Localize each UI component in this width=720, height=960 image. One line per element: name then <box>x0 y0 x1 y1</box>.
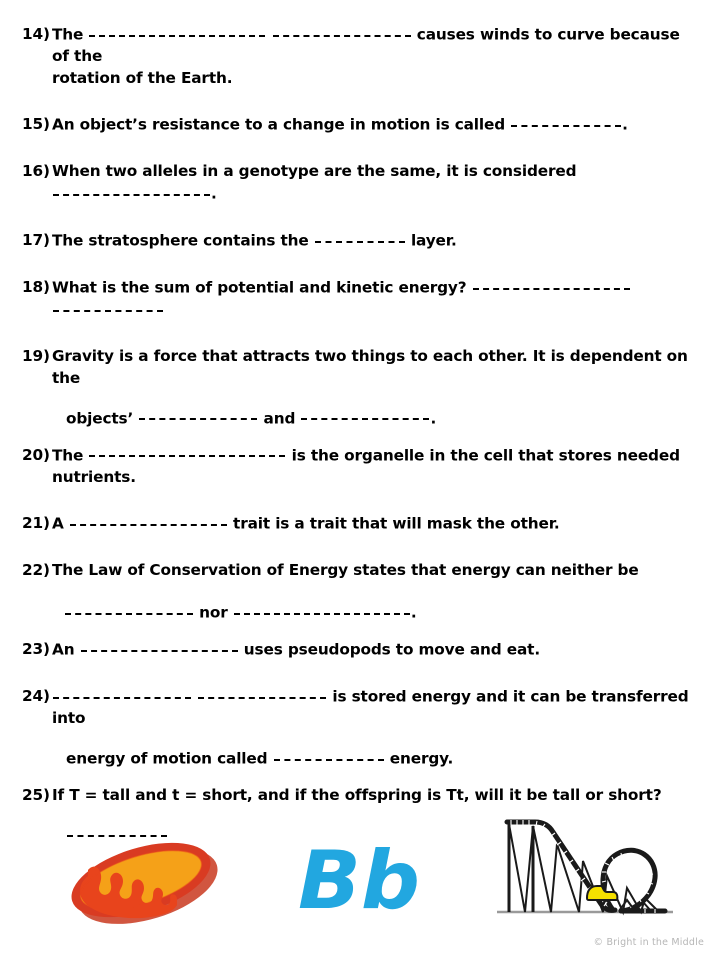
answer-blank[interactable] <box>473 277 630 292</box>
question-number: 20) <box>22 445 50 464</box>
question-24 <box>22 686 698 770</box>
answer-blank[interactable] <box>89 445 285 460</box>
mitochondrion-icon <box>58 830 228 926</box>
question-number: 14) <box>22 25 50 43</box>
question-text-line2: nutrients. <box>52 467 136 486</box>
answer-blank[interactable] <box>65 602 193 617</box>
question-21 <box>22 513 698 535</box>
question-text-line2: nor . <box>52 602 698 624</box>
answer-blank[interactable] <box>273 24 411 39</box>
question-23 <box>22 639 698 661</box>
answer-blank[interactable] <box>139 408 257 423</box>
question-number: 15) <box>22 115 50 134</box>
question-14 <box>22 24 698 89</box>
question-number: 19) <box>22 347 50 366</box>
question-list <box>22 24 698 847</box>
question-text: Gravity is a force that attracts two things to each other. It is dependent on the objects’ and . <box>52 346 698 429</box>
question-22 <box>22 560 698 624</box>
question-20 <box>22 445 698 489</box>
question-text: The is the organelle in the cell that stores needed nutrients. <box>52 445 698 489</box>
question-text: A trait is a trait that will mask the other. <box>52 514 560 533</box>
question-18 <box>22 277 698 321</box>
question-text: An uses pseudopods to move and eat. <box>52 640 540 659</box>
question-text: An object’s resistance to a change in motion is called . <box>52 115 628 134</box>
question-number: 25) <box>22 785 50 804</box>
bb-allele-icon <box>296 838 424 922</box>
answer-blank[interactable] <box>53 299 163 314</box>
answer-blank[interactable] <box>511 114 621 129</box>
bb-text: Bb <box>298 838 420 922</box>
answer-blank[interactable] <box>301 408 429 423</box>
question-number: 18) <box>22 278 50 297</box>
illustration-row <box>0 812 720 932</box>
question-17 <box>22 230 698 252</box>
roller-coaster-icon <box>495 814 675 926</box>
question-text: is stored energy and it can be transferred into energy of motion called energy. <box>52 686 698 770</box>
question-text: The Law of Conservation of Energy states that energy can neither be nor . <box>52 560 698 624</box>
question-number: 17) <box>22 231 50 250</box>
question-number: 16) <box>22 162 50 181</box>
question-text-line2: rotation of the Earth. <box>52 68 233 87</box>
answer-blank[interactable] <box>81 639 238 654</box>
question-text: If T = tall and t = short, and if the offspring is Tt, will it be tall or short? <box>52 785 698 847</box>
answer-blank[interactable] <box>53 183 210 198</box>
question-15 <box>22 114 698 136</box>
question-text: The causes winds to curve because of the rotation of the Earth. <box>52 24 698 89</box>
question-text-line2: objects’ and . <box>66 408 437 427</box>
answer-blank[interactable] <box>53 686 191 701</box>
answer-blank[interactable] <box>315 230 405 245</box>
question-number: 23) <box>22 640 50 659</box>
question-19 <box>22 346 698 429</box>
answer-blank[interactable] <box>198 686 326 701</box>
question-number: 24) <box>22 687 50 706</box>
question-text: The stratosphere contains the layer. <box>52 231 457 250</box>
question-text: When two alleles in a genotype are the same, it is considered . <box>52 162 577 203</box>
answer-blank[interactable] <box>89 24 265 39</box>
question-text-line2: energy of motion called energy. <box>66 749 454 768</box>
question-number: 21) <box>22 514 56 533</box>
answer-blank[interactable] <box>70 513 227 528</box>
question-text: What is the sum of potential and kinetic energy? <box>52 277 698 321</box>
answer-blank[interactable] <box>274 748 384 763</box>
question-16 <box>22 161 698 205</box>
copyright-footer: © Bright in the Middle <box>593 937 704 948</box>
answer-blank[interactable] <box>234 602 410 617</box>
question-number: 22) <box>22 561 50 580</box>
